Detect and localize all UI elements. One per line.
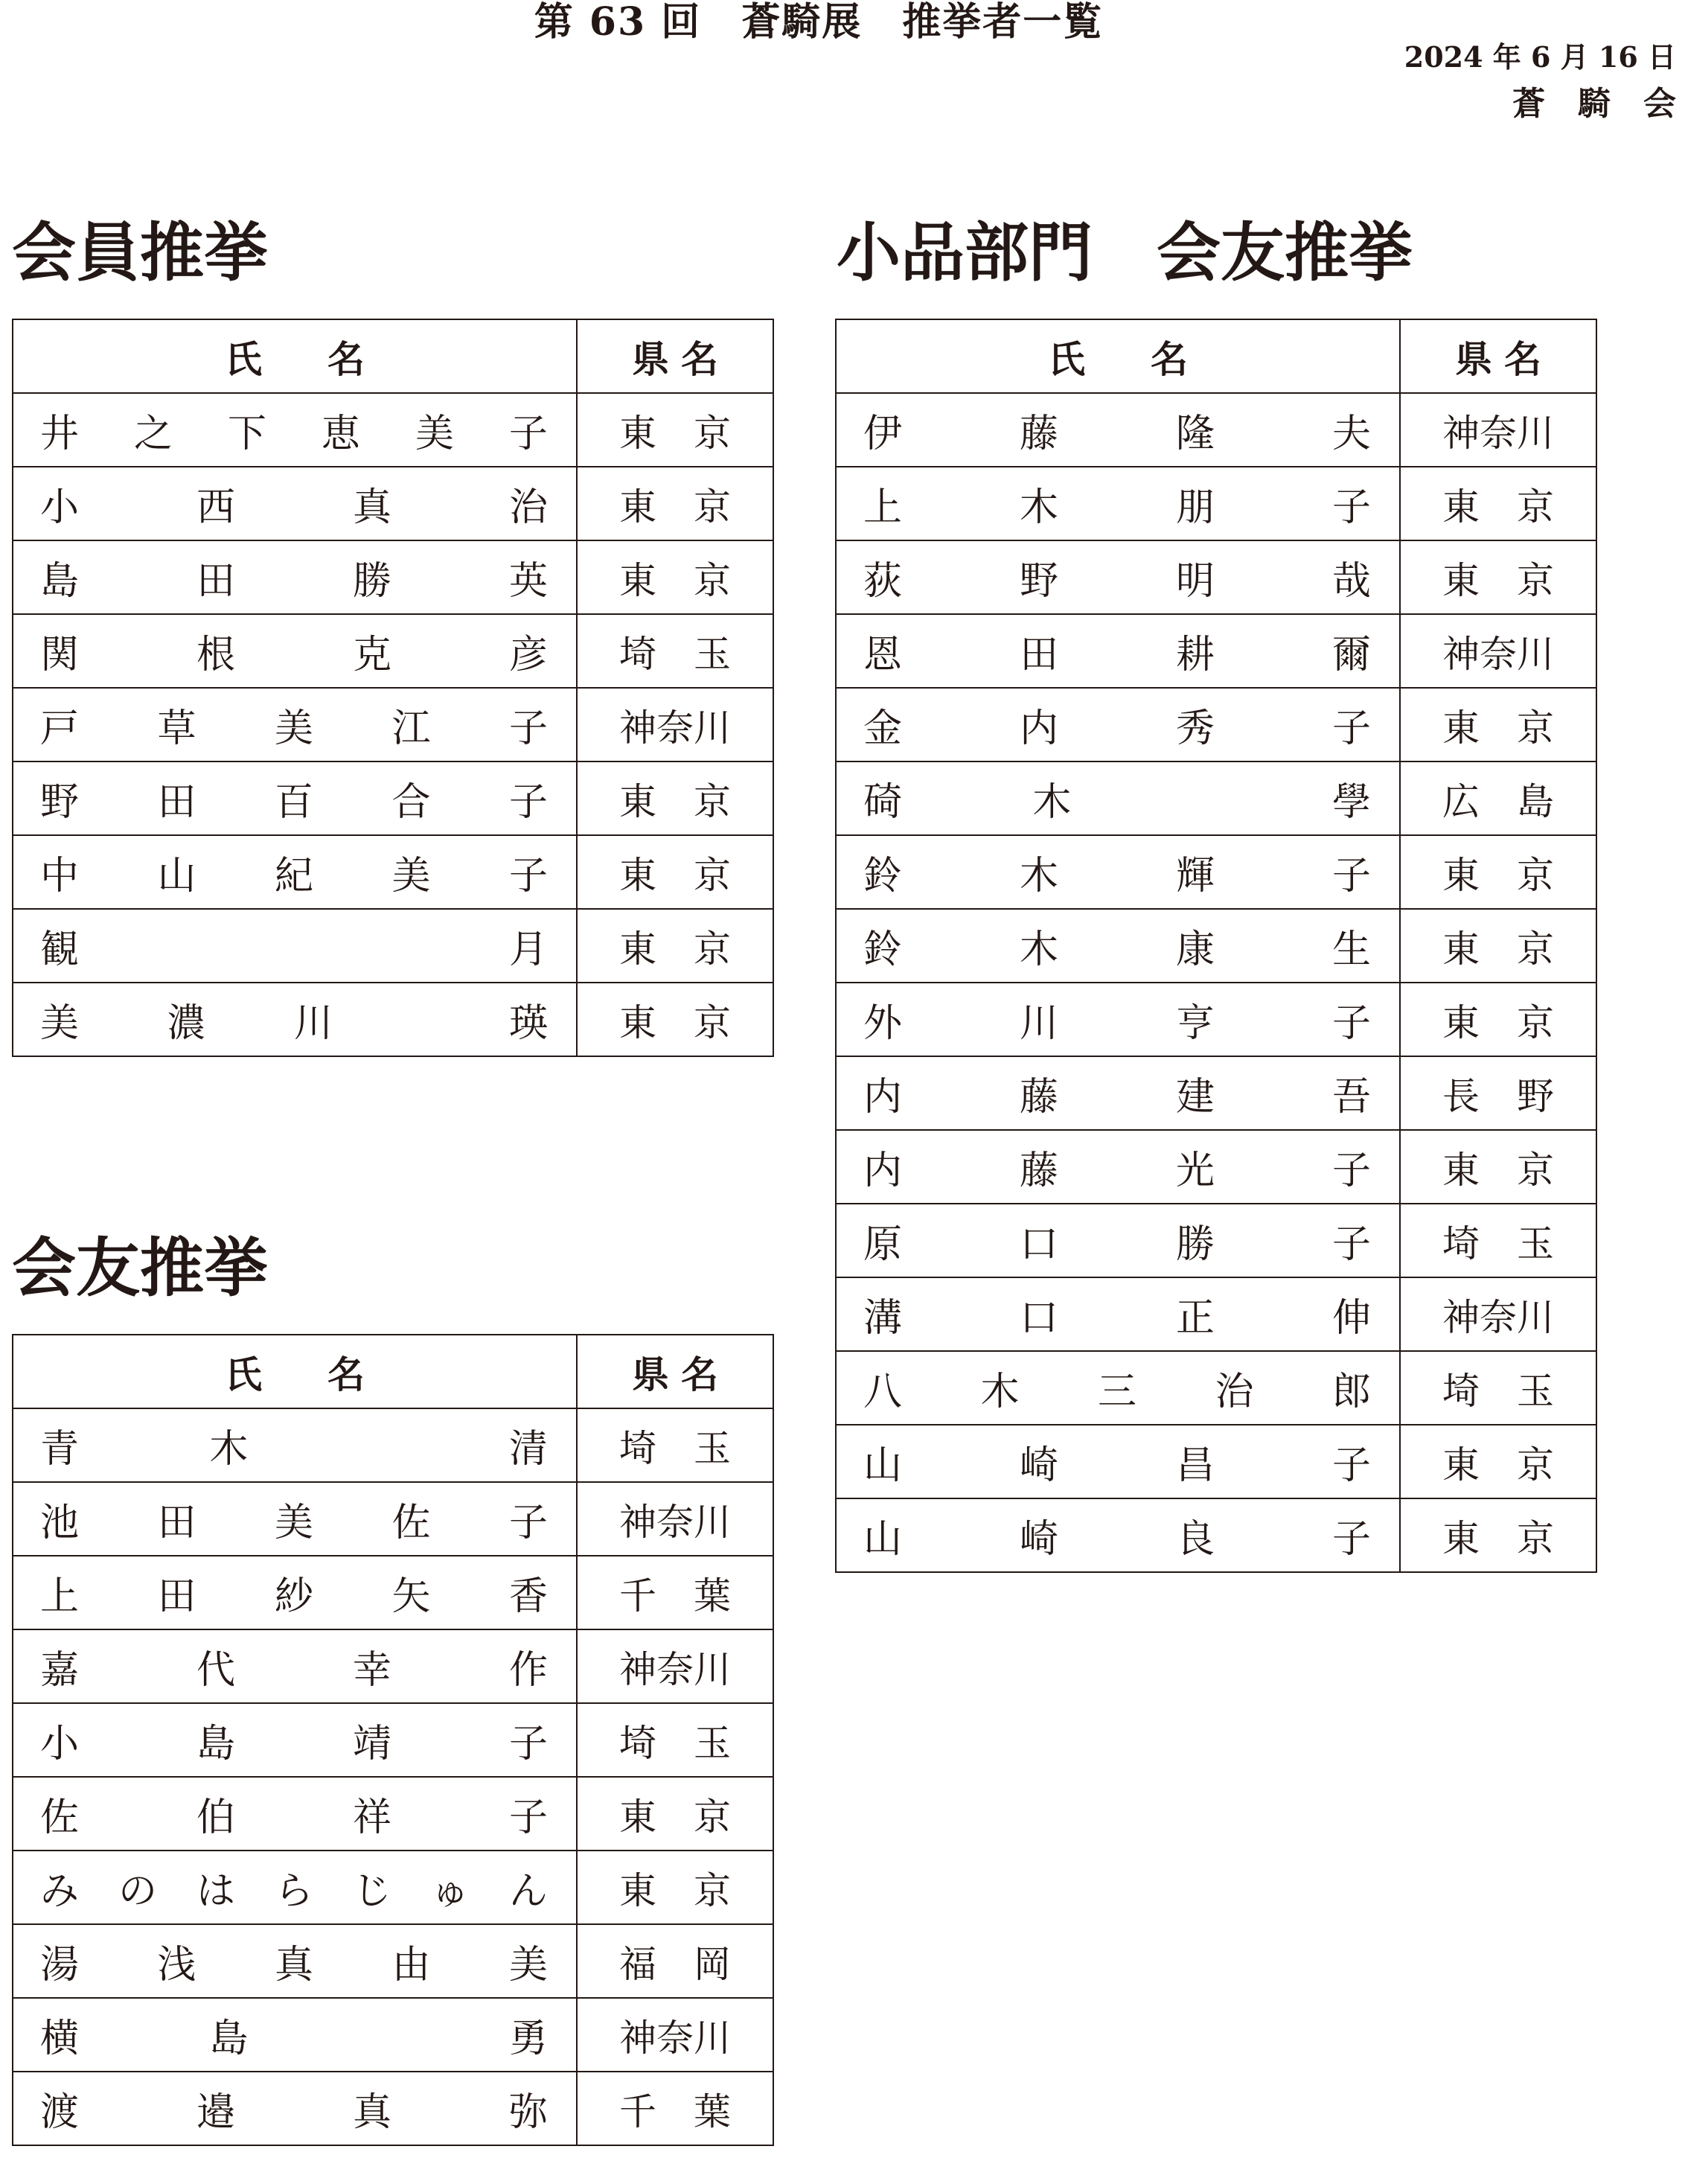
person-name-cell <box>836 467 1400 540</box>
name-column-header <box>13 319 577 393</box>
name-char: 子 <box>1331 1443 1371 1488</box>
name-char: 彦 <box>508 633 548 677</box>
prefecture-cell: 神奈川 <box>1400 393 1596 467</box>
name-char: 崎 <box>1019 1517 1058 1562</box>
header-char: 氏 <box>1048 336 1085 381</box>
small-works-section-heading: 小品部門 会友推挙 <box>837 216 1413 290</box>
prefecture-cell: 神奈川 <box>577 1998 773 2072</box>
name-char: 清 <box>508 1427 548 1472</box>
name-char: 横 <box>40 2017 80 2061</box>
name-char: 朋 <box>1175 485 1215 530</box>
name-char: 子 <box>508 854 548 898</box>
name-char: 勝 <box>1175 1222 1215 1267</box>
person-name-cell <box>836 1351 1400 1425</box>
header-char: 名 <box>681 336 718 381</box>
name-char: 子 <box>508 1795 548 1840</box>
name-char: 真 <box>352 485 391 530</box>
name-char: じ <box>352 1869 391 1914</box>
name-char: 月 <box>508 927 548 972</box>
associate-table <box>12 1334 774 2146</box>
table-row <box>836 909 1596 983</box>
name-char: 百 <box>274 780 313 825</box>
table-row <box>13 2072 773 2145</box>
prefecture-cell: 東 京 <box>577 393 773 467</box>
prefecture-cell: 東 京 <box>577 761 773 835</box>
table-row <box>836 1204 1596 1277</box>
name-char: 嘉 <box>40 1648 80 1693</box>
table-row <box>836 467 1596 540</box>
header-char: 名 <box>327 1352 365 1396</box>
name-char: 郎 <box>1331 1370 1371 1414</box>
name-char: 由 <box>391 1943 431 1987</box>
table-header-row <box>836 319 1596 393</box>
name-char: 原 <box>863 1222 903 1267</box>
name-char: 代 <box>196 1648 235 1693</box>
name-char: 夫 <box>1331 412 1371 456</box>
name-char: ん <box>508 1869 548 1914</box>
name-char: 子 <box>508 706 548 751</box>
name-char: 哉 <box>1331 559 1371 604</box>
name-char: 克 <box>352 633 391 677</box>
person-name-cell <box>13 909 577 983</box>
name-char: 三 <box>1097 1370 1136 1414</box>
name-char: 藤 <box>1019 412 1058 456</box>
name-char: 伸 <box>1331 1296 1371 1341</box>
name-char: 小 <box>40 485 80 530</box>
name-char: 耕 <box>1175 633 1215 677</box>
name-char: 外 <box>863 1001 903 1046</box>
person-name-cell <box>13 1556 577 1629</box>
name-column-header <box>13 1335 577 1408</box>
name-char: 山 <box>863 1517 903 1562</box>
name-char: 治 <box>508 485 548 530</box>
name-char: 建 <box>1175 1075 1215 1120</box>
name-char: 伊 <box>863 412 903 456</box>
name-char: 英 <box>508 559 548 604</box>
name-char: 輝 <box>1175 854 1215 898</box>
name-char: 合 <box>391 780 431 825</box>
name-column-header <box>836 319 1400 393</box>
prefecture-cell: 東 京 <box>577 909 773 983</box>
name-char: 井 <box>40 412 80 456</box>
person-name-cell <box>13 1482 577 1556</box>
prefecture-cell: 神奈川 <box>1400 1277 1596 1351</box>
person-name-cell <box>836 540 1400 614</box>
person-name-cell <box>836 614 1400 688</box>
table-row <box>13 1408 773 1482</box>
name-char: 之 <box>133 412 173 456</box>
name-char: 西 <box>196 485 235 530</box>
header-char: 名 <box>1504 336 1541 381</box>
name-char: 渡 <box>40 2090 80 2135</box>
prefecture-cell: 埼 玉 <box>577 1408 773 1482</box>
name-char: 學 <box>1331 780 1371 825</box>
table-row <box>836 688 1596 761</box>
name-char: 藤 <box>1019 1075 1058 1120</box>
name-char: 湯 <box>40 1943 80 1987</box>
table-row <box>836 614 1596 688</box>
small-works-table <box>835 319 1597 1573</box>
name-char: 子 <box>508 412 548 456</box>
name-char: 木 <box>1032 780 1072 825</box>
header-char: 氏 <box>225 336 262 381</box>
name-char: 溝 <box>863 1296 903 1341</box>
table-row <box>13 1998 773 2072</box>
name-char: 良 <box>1175 1517 1215 1562</box>
table-row <box>13 1556 773 1629</box>
name-char: 美 <box>508 1943 548 1987</box>
name-char: 藤 <box>1019 1149 1058 1193</box>
name-char: 秀 <box>1175 706 1215 751</box>
name-char: 美 <box>274 706 313 751</box>
person-name-cell <box>836 1498 1400 1572</box>
prefecture-cell: 東 京 <box>1400 1498 1596 1572</box>
name-char: 草 <box>157 706 196 751</box>
table-row <box>13 835 773 909</box>
name-char: 子 <box>1331 1001 1371 1046</box>
table-row <box>836 393 1596 467</box>
name-char: 子 <box>508 1722 548 1766</box>
person-name-cell <box>836 1204 1400 1277</box>
name-char: 青 <box>40 1427 80 1472</box>
name-char: み <box>40 1869 80 1914</box>
name-char: 木 <box>1019 485 1058 530</box>
table-row <box>13 1777 773 1851</box>
org-char: 騎 <box>1578 85 1611 123</box>
prefecture-column-header <box>577 319 773 393</box>
name-char: 子 <box>508 780 548 825</box>
name-char: 川 <box>294 1001 333 1046</box>
name-char: 田 <box>196 559 235 604</box>
name-char: 紗 <box>274 1574 313 1619</box>
org-char: 会 <box>1643 85 1676 123</box>
name-char: 内 <box>1019 706 1058 751</box>
organization-name <box>1480 83 1676 125</box>
header-char: 名 <box>1151 336 1188 381</box>
name-char: 子 <box>1331 706 1371 751</box>
name-char: 隆 <box>1175 412 1215 456</box>
name-char: 木 <box>1019 927 1058 972</box>
name-char: 子 <box>1331 854 1371 898</box>
header-char: 名 <box>681 1352 718 1396</box>
prefecture-cell: 東 京 <box>1400 540 1596 614</box>
person-name-cell <box>13 1777 577 1851</box>
prefecture-cell: 長 野 <box>1400 1056 1596 1130</box>
person-name-cell <box>836 393 1400 467</box>
issue-date: 2024 年 6 月 16 日 <box>1404 40 1676 74</box>
table-row <box>13 1629 773 1703</box>
prefecture-cell: 神奈川 <box>577 688 773 761</box>
prefecture-cell: 神奈川 <box>577 1482 773 1556</box>
name-char: 田 <box>157 780 196 825</box>
name-char: 正 <box>1175 1296 1215 1341</box>
name-char: 子 <box>1331 485 1371 530</box>
name-char: 島 <box>209 2017 249 2061</box>
name-char: 瑛 <box>508 1001 548 1046</box>
person-name-cell <box>13 983 577 1056</box>
person-name-cell <box>836 688 1400 761</box>
table-row <box>836 761 1596 835</box>
name-char: 弥 <box>508 2090 548 2135</box>
name-char: 濃 <box>167 1001 206 1046</box>
person-name-cell <box>13 1703 577 1777</box>
prefecture-column-header <box>1400 319 1596 393</box>
org-char: 蒼 <box>1512 85 1545 123</box>
name-char: 崎 <box>1019 1443 1058 1488</box>
prefecture-cell: 東 京 <box>1400 909 1596 983</box>
name-char: 田 <box>157 1574 196 1619</box>
name-char: 佐 <box>40 1795 80 1840</box>
table-row <box>13 761 773 835</box>
name-char: 下 <box>227 412 266 456</box>
person-name-cell <box>13 393 577 467</box>
table-row <box>836 1498 1596 1572</box>
name-char: 爾 <box>1331 633 1371 677</box>
person-name-cell <box>836 1277 1400 1351</box>
prefecture-cell: 福 岡 <box>577 1924 773 1998</box>
prefecture-cell: 東 京 <box>1400 688 1596 761</box>
person-name-cell <box>836 761 1400 835</box>
header-char: 県 <box>632 336 669 381</box>
name-char: 吾 <box>1331 1075 1371 1120</box>
name-char: 碕 <box>863 780 903 825</box>
associate-section-heading: 会友推挙 <box>12 1231 268 1306</box>
name-char: 内 <box>863 1075 903 1120</box>
name-char: 田 <box>157 1501 196 1545</box>
name-char: 口 <box>1019 1296 1058 1341</box>
name-char: 真 <box>274 1943 313 1987</box>
table-row <box>13 614 773 688</box>
table-row <box>13 1482 773 1556</box>
table-row <box>13 688 773 761</box>
person-name-cell <box>836 909 1400 983</box>
name-char: 勝 <box>352 559 391 604</box>
name-char: 木 <box>209 1427 249 1472</box>
prefecture-cell: 東 京 <box>577 467 773 540</box>
person-name-cell <box>836 1425 1400 1498</box>
person-name-cell <box>13 688 577 761</box>
prefecture-cell: 広 島 <box>1400 761 1596 835</box>
person-name-cell <box>13 614 577 688</box>
name-char: 江 <box>391 706 431 751</box>
person-name-cell <box>13 1851 577 1924</box>
table-row <box>836 835 1596 909</box>
name-char: 美 <box>391 854 431 898</box>
table-row <box>13 1703 773 1777</box>
table-row <box>836 540 1596 614</box>
person-name-cell <box>13 1629 577 1703</box>
table-row <box>13 983 773 1056</box>
member-section-heading: 会員推挙 <box>12 216 268 290</box>
table-row <box>836 1277 1596 1351</box>
table-row <box>13 1924 773 1998</box>
header-char: 名 <box>327 336 365 381</box>
person-name-cell <box>13 540 577 614</box>
member-table <box>12 319 774 1057</box>
person-name-cell <box>836 983 1400 1056</box>
name-char: 祥 <box>352 1795 391 1840</box>
name-char: 内 <box>863 1149 903 1193</box>
table-row <box>836 1056 1596 1130</box>
table-row <box>836 983 1596 1056</box>
name-char: 生 <box>1331 927 1371 972</box>
name-char: 島 <box>40 559 80 604</box>
table-row <box>13 467 773 540</box>
name-char: 勇 <box>508 2017 548 2061</box>
prefecture-cell: 埼 玉 <box>1400 1351 1596 1425</box>
name-char: 昌 <box>1175 1443 1215 1488</box>
prefecture-cell: 千 葉 <box>577 1556 773 1629</box>
name-char: 荻 <box>863 559 903 604</box>
name-char: 上 <box>40 1574 80 1619</box>
name-char: 康 <box>1175 927 1215 972</box>
table-row <box>836 1351 1596 1425</box>
name-char: は <box>196 1869 235 1914</box>
name-char: 治 <box>1215 1370 1254 1414</box>
table-row <box>836 1130 1596 1204</box>
name-char: 木 <box>980 1370 1020 1414</box>
prefecture-cell: 東 京 <box>1400 467 1596 540</box>
table-header-row <box>13 1335 773 1408</box>
name-char: 作 <box>508 1648 548 1693</box>
table-row <box>13 909 773 983</box>
name-char: 真 <box>352 2090 391 2135</box>
name-char: 口 <box>1019 1222 1058 1267</box>
name-char: 浅 <box>157 1943 196 1987</box>
name-char: 恵 <box>321 412 360 456</box>
prefecture-cell: 東 京 <box>1400 835 1596 909</box>
name-char: 上 <box>863 485 903 530</box>
name-char: 明 <box>1175 559 1215 604</box>
prefecture-cell: 東 京 <box>1400 983 1596 1056</box>
name-char: 田 <box>1019 633 1058 677</box>
prefecture-cell: 東 京 <box>577 1851 773 1924</box>
name-char: 小 <box>40 1722 80 1766</box>
name-char: 矢 <box>391 1574 431 1619</box>
name-char: 子 <box>1331 1149 1371 1193</box>
person-name-cell <box>13 835 577 909</box>
name-char: 山 <box>863 1443 903 1488</box>
name-char: 靖 <box>352 1722 391 1766</box>
name-char: 中 <box>40 854 80 898</box>
person-name-cell <box>836 835 1400 909</box>
name-char: 観 <box>40 927 80 972</box>
name-char: 野 <box>40 780 80 825</box>
name-char: 池 <box>40 1501 80 1545</box>
prefecture-cell: 神奈川 <box>577 1629 773 1703</box>
name-char: 関 <box>40 633 80 677</box>
name-char: 美 <box>415 412 454 456</box>
name-char: 紀 <box>274 854 313 898</box>
prefecture-cell: 千 葉 <box>577 2072 773 2145</box>
prefecture-cell: 東 京 <box>1400 1130 1596 1204</box>
prefecture-cell: 東 京 <box>577 540 773 614</box>
name-char: 山 <box>157 854 196 898</box>
name-char: 美 <box>40 1001 80 1046</box>
table-header-row <box>13 319 773 393</box>
name-char: 美 <box>274 1501 313 1545</box>
name-char: 香 <box>508 1574 548 1619</box>
person-name-cell <box>13 467 577 540</box>
name-char: 鈴 <box>863 927 903 972</box>
person-name-cell <box>13 1924 577 1998</box>
table-row <box>13 1851 773 1924</box>
prefecture-cell: 東 京 <box>1400 1425 1596 1498</box>
name-char: 伯 <box>196 1795 235 1840</box>
name-char: ら <box>274 1869 313 1914</box>
person-name-cell <box>13 761 577 835</box>
name-char: ゅ <box>430 1869 470 1914</box>
name-char: 光 <box>1175 1149 1215 1193</box>
table-row <box>836 1425 1596 1498</box>
name-char: 金 <box>863 706 903 751</box>
name-char: 佐 <box>391 1501 431 1545</box>
name-char: 戸 <box>40 706 80 751</box>
prefecture-cell: 埼 玉 <box>577 1703 773 1777</box>
name-char: 鈴 <box>863 854 903 898</box>
name-char: 邉 <box>196 2090 235 2135</box>
prefecture-cell: 東 京 <box>577 983 773 1056</box>
person-name-cell <box>13 1408 577 1482</box>
prefecture-cell: 東 京 <box>577 1777 773 1851</box>
header-char: 県 <box>632 1352 669 1396</box>
name-char: 恩 <box>863 633 903 677</box>
name-char: 野 <box>1019 559 1058 604</box>
prefecture-cell: 埼 玉 <box>577 614 773 688</box>
person-name-cell <box>836 1056 1400 1130</box>
page-title: 第 63 回 蒼騎展 推挙者一覧 <box>534 0 1104 45</box>
name-char: 川 <box>1019 1001 1058 1046</box>
name-char: 根 <box>196 633 235 677</box>
table-row <box>13 393 773 467</box>
person-name-cell <box>13 2072 577 2145</box>
name-char: 島 <box>196 1722 235 1766</box>
person-name-cell <box>13 1998 577 2072</box>
name-char: の <box>118 1869 157 1914</box>
name-char: 幸 <box>352 1648 391 1693</box>
header-char: 県 <box>1455 336 1492 381</box>
name-char: 子 <box>1331 1517 1371 1562</box>
prefecture-cell: 神奈川 <box>1400 614 1596 688</box>
name-char: 亨 <box>1175 1001 1215 1046</box>
prefecture-column-header <box>577 1335 773 1408</box>
name-char: 子 <box>508 1501 548 1545</box>
table-row <box>13 540 773 614</box>
prefecture-cell: 埼 玉 <box>1400 1204 1596 1277</box>
name-char: 子 <box>1331 1222 1371 1267</box>
prefecture-cell: 東 京 <box>577 835 773 909</box>
header-char: 氏 <box>225 1352 262 1396</box>
name-char: 木 <box>1019 854 1058 898</box>
person-name-cell <box>836 1130 1400 1204</box>
name-char: 八 <box>863 1370 903 1414</box>
